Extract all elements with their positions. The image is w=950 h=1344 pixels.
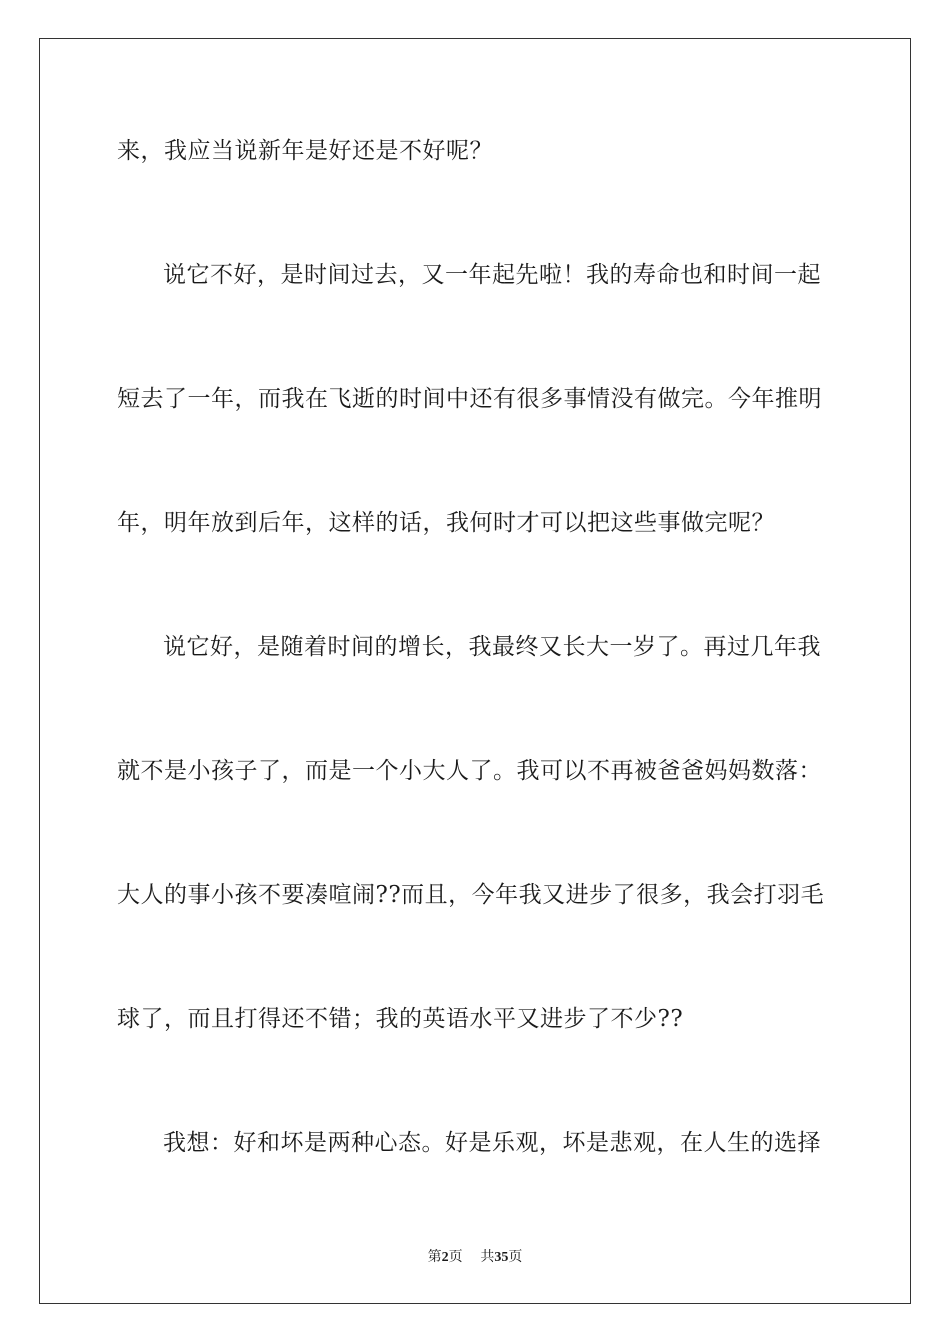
text-line-2: 说它不好，是时间过去，又一年起先啦！我的寿命也和时间一起	[163, 262, 821, 288]
text-line-7: 大人的事小孩不要凑喧闹??而且，今年我又进步了很多，我会打羽毛	[117, 882, 825, 908]
page-suffix: 页	[448, 1249, 463, 1265]
text-line-8: 球了，而且打得还不错；我的英语水平又进步了不少??	[117, 1006, 684, 1032]
page-footer	[0, 1247, 950, 1268]
total-prefix: 共	[480, 1249, 495, 1265]
text-line-5: 说它好，是随着时间的增长，我最终又长大一岁了。再过几年我	[163, 634, 821, 660]
page-border	[39, 38, 911, 1304]
page-prefix: 第	[427, 1249, 442, 1265]
text-line-4: 年，明年放到后年，这样的话，我何时才可以把这些事做完呢？	[117, 510, 775, 536]
text-line-1: 来，我应当说新年是好还是不好呢？	[117, 138, 493, 164]
text-line-9: 我想：好和坏是两种心态。好是乐观，坏是悲观，在人生的选择	[163, 1130, 821, 1156]
page-number: 2	[441, 1250, 449, 1265]
total-suffix: 页	[508, 1249, 523, 1265]
total-pages: 35	[494, 1250, 509, 1265]
text-line-3: 短去了一年，而我在飞逝的时间中还有很多事情没有做完。今年推明	[117, 386, 822, 412]
text-line-6: 就不是小孩子了，而是一个小大人了。我可以不再被爸爸妈妈数落：	[117, 758, 822, 784]
